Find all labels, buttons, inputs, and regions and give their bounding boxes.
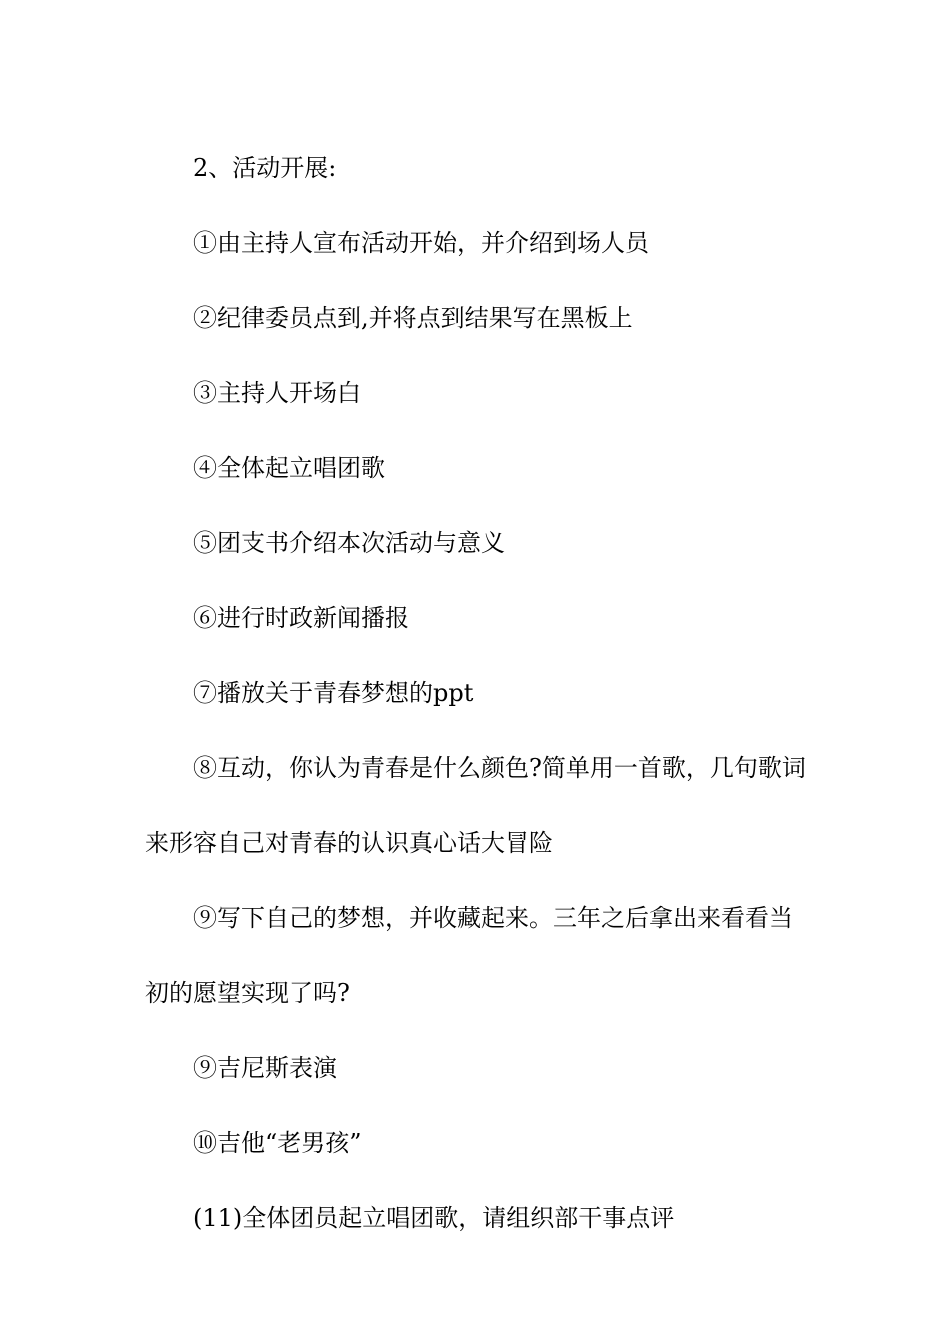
list-item: ①由主持人宣布活动开始，并介绍到场人员 bbox=[193, 229, 649, 257]
document-body bbox=[145, 131, 810, 1256]
list-item: ⑧互动，你认为青春是什么颜色?简单用一首歌，几句歌词来形容自己对青春的认识真心话大冒险 bbox=[145, 754, 806, 857]
list-item: ⑨吉尼斯表演 bbox=[193, 1054, 337, 1082]
list-item: ⑩吉他“老男孩” bbox=[193, 1129, 362, 1157]
list-item: ⑤团支书介绍本次活动与意义 bbox=[193, 529, 505, 557]
list-item: ⑨写下自己的梦想，并收藏起来。三年之后拿出来看看当初的愿望实现了吗? bbox=[145, 904, 793, 1007]
list-item: (11)全体团员起立唱团歌，请组织部干事点评 bbox=[193, 1204, 675, 1232]
list-item: ⑥进行时政新闻播报 bbox=[193, 604, 409, 632]
list-item: ③主持人开场白 bbox=[193, 379, 361, 407]
list-item: ④全体起立唱团歌 bbox=[193, 454, 385, 482]
list-item: ②纪律委员点到,并将点到结果写在黑板上 bbox=[193, 304, 633, 332]
section-heading-activity: 2、活动开展: bbox=[193, 154, 337, 182]
list-item: ⑦播放关于青春梦想的ppt bbox=[193, 679, 474, 707]
